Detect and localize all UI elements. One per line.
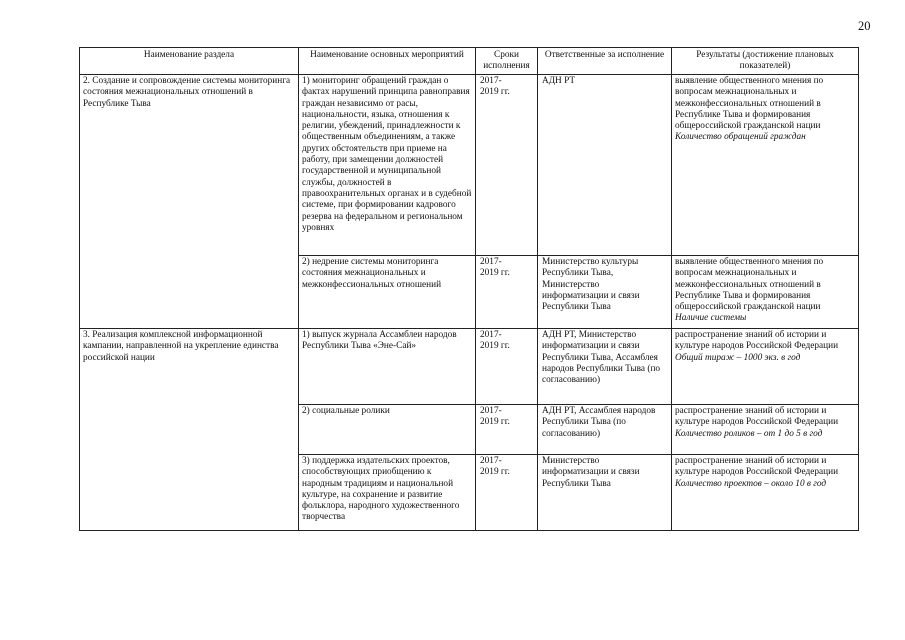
activity-cell: 3) поддержка издательских проектов, способствующих приобщению к народным традициям и национальной культуре, на сохранение и развитие фольклора, народного художественного творчества xyxy=(299,455,476,531)
period-cell xyxy=(476,329,538,405)
header-row xyxy=(80,48,859,75)
section-title: 3. Реализация комплексной информационной кампании, направленной на укрепление единства российской нации xyxy=(80,329,299,531)
section-title: 2. Создание и сопровождение системы мониторинга состояния межнациональных отношений в Республике Тыва xyxy=(80,75,299,329)
result-cell xyxy=(672,256,859,329)
period-start: 2017- xyxy=(480,76,502,86)
period-end: 2019 гг. xyxy=(480,467,510,478)
period-cell xyxy=(476,405,538,455)
result-text: выявление общественного мнения по вопросам межнациональных и межконфессиональных отношений в Республике Тыва и формирования общероссийской гражданской нации xyxy=(675,76,824,132)
page-number: 20 xyxy=(858,19,871,33)
activity-cell: 2) недрение системы мониторинга состояния межнациональных и межконфессиональных отношений xyxy=(299,256,476,329)
responsible-cell: АДН РТ, Министерство информатизации и связи Республики Тыва, Ассамблея народов Республики Тыва (по согласованию) xyxy=(538,329,672,405)
period-end: 2019 гг. xyxy=(480,268,510,279)
result-cell xyxy=(672,75,859,256)
header-responsible: Ответственные за исполнение xyxy=(538,48,672,75)
period-end: 2019 гг. xyxy=(480,87,510,98)
period-start: 2017- xyxy=(480,456,502,466)
result-text: распространение знаний об истории и культуре народов Российской Федерации xyxy=(675,406,839,428)
period-cell xyxy=(476,75,538,256)
result-indicator: Общий тираж – 1000 экз. в год xyxy=(675,352,801,363)
result-indicator: Наличие системы xyxy=(675,313,747,324)
result-indicator: Количество проектов – около 10 в год xyxy=(675,478,827,489)
table-row xyxy=(80,75,859,256)
activity-cell: 1) мониторинг обращений граждан о фактах нарушений принципа равноправия граждан независимо от расы, национальности, языка, отношения к религии, убеждений, принадлежности к общественным объединениям, а также других обстоятельств при приеме на работу, при замещении должностей государственной и муниципальной службы, должностей в правоохранительных органах и в судебной системе, при формировании кадрового резерва на федеральном и региональном уровнях xyxy=(299,75,476,256)
result-cell xyxy=(672,455,859,531)
header-section: Наименование раздела xyxy=(80,48,299,75)
period-start: 2017- xyxy=(480,257,502,267)
responsible-cell: Министерство информатизации и связи Республики Тыва xyxy=(538,455,672,531)
result-cell xyxy=(672,329,859,405)
responsible-cell: АДН РТ xyxy=(538,75,672,256)
plan-table xyxy=(79,47,859,531)
header-activity: Наименование основных мероприятий xyxy=(299,48,476,75)
activity-cell: 2) социальные ролики xyxy=(299,405,476,455)
header-period: Сроки исполнения xyxy=(476,48,538,75)
result-indicator: Количество роликов – от 1 до 5 в год xyxy=(675,428,823,439)
period-end: 2019 гг. xyxy=(480,341,510,352)
responsible-cell: Министерство культуры Республики Тыва, Министерство информатизации и связи Республики Тыва xyxy=(538,256,672,329)
period-cell xyxy=(476,256,538,329)
table-row xyxy=(80,329,859,405)
responsible-cell: АДН РТ, Ассамблея народов Республики Тыва (по согласованию) xyxy=(538,405,672,455)
result-text: распространение знаний об истории и культуре народов Российской Федерации xyxy=(675,330,839,352)
activity-cell: 1) выпуск журнала Ассамблеи народов Республики Тыва «Эне-Сай» xyxy=(299,329,476,405)
result-indicator: Количество обращений граждан xyxy=(675,132,806,143)
period-cell xyxy=(476,455,538,531)
period-start: 2017- xyxy=(480,330,502,340)
period-end: 2019 гг. xyxy=(480,417,510,428)
header-results: Результаты (достижение плановых показателей) xyxy=(672,48,859,75)
period-start: 2017- xyxy=(480,406,502,416)
result-text: распространение знаний об истории и культуре народов Российской Федерации xyxy=(675,456,839,478)
result-cell xyxy=(672,405,859,455)
result-text: выявление общественного мнения по вопросам межнациональных и межконфессиональных отношений в Республике Тыва и формирования общероссийской гражданской нации xyxy=(675,257,824,313)
